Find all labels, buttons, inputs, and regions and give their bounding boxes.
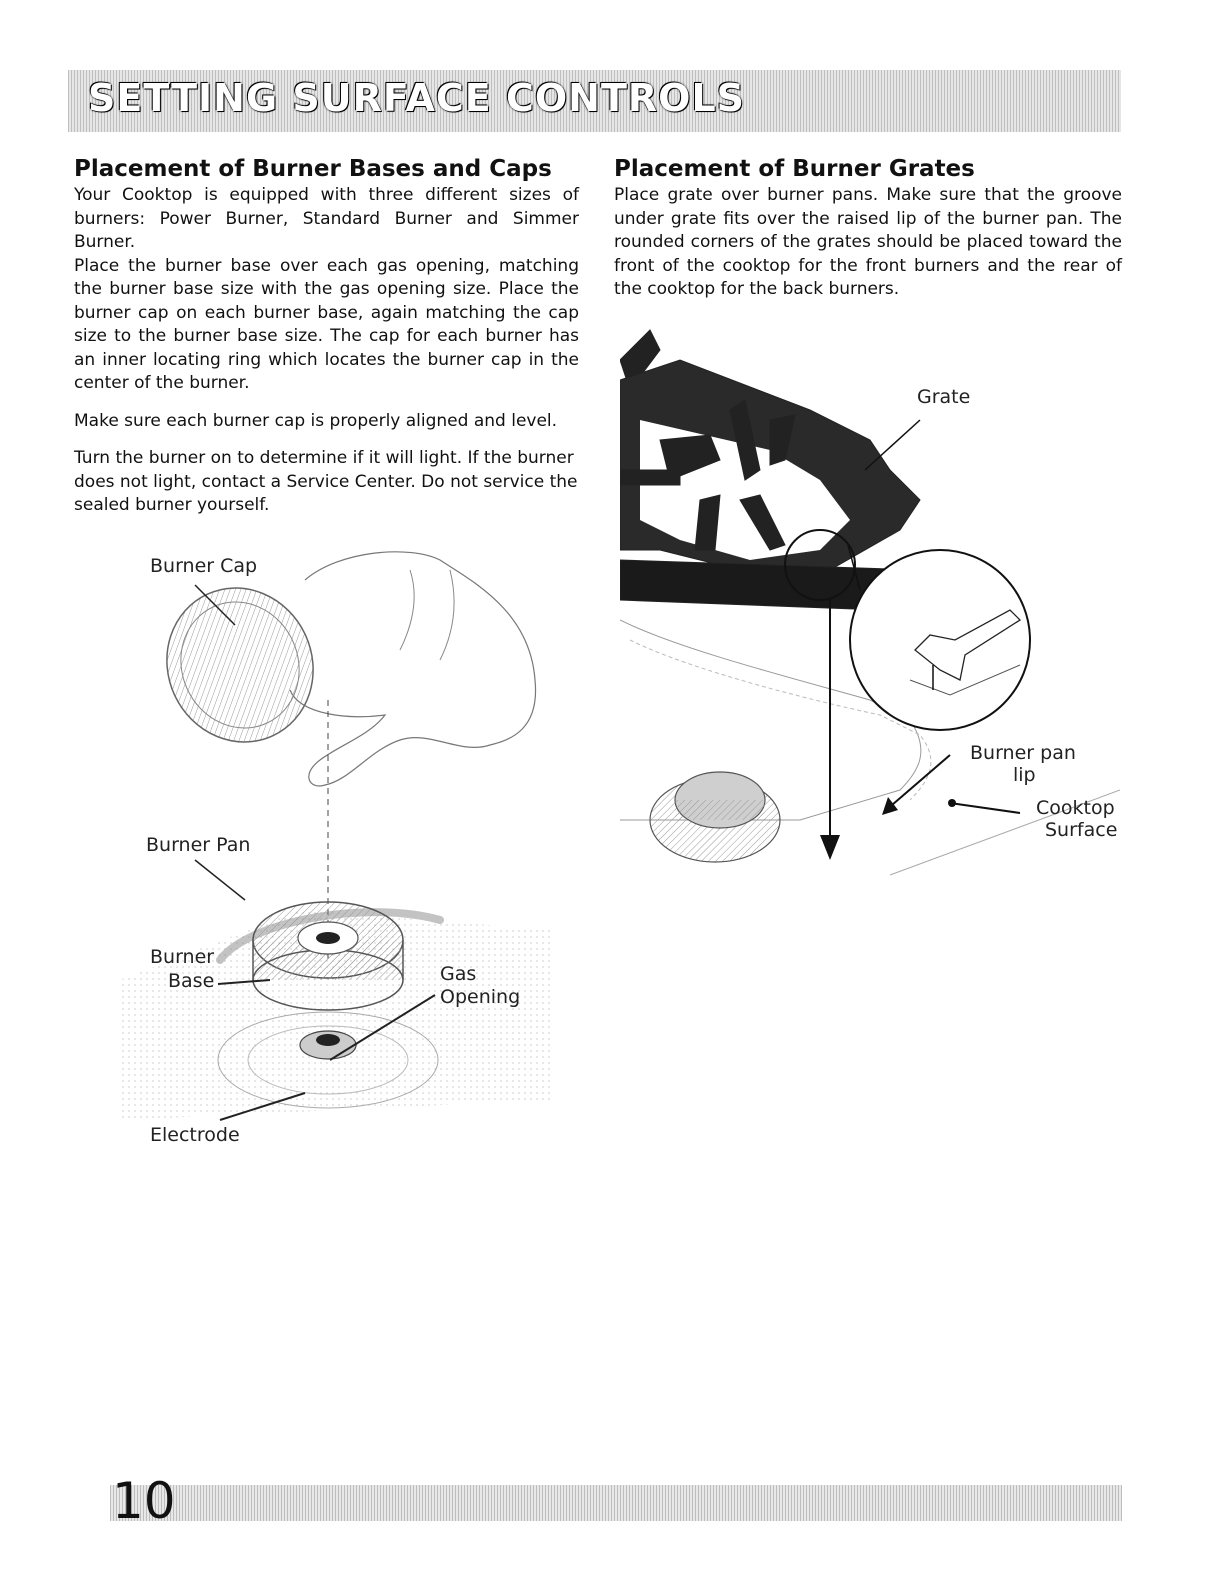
paragraph-grate-placement: Place grate over burner pans. Make sure that the groove under grate fits over the raised lip of the burner pan. The rounded corners of the grates should be placed toward the front of the cooktop for the front burners and the rear of the cooktop for the back burners.: [614, 185, 1122, 299]
footer-bar: [110, 1485, 1122, 1521]
grate-illustration: [620, 320, 1120, 880]
paragraph-burner-sizes: Your Cooktop is equipped with three different sizes of burners: Power Burner, Standard Burner and Simmer Burner.: [74, 185, 579, 252]
label-cooktop-line1: Cooktop: [1036, 797, 1115, 819]
page-number: 10: [112, 1472, 176, 1530]
label-burner-cap: Burner Cap: [150, 555, 258, 577]
label-burner-base-line1: Burner: [150, 946, 215, 968]
section-banner: [68, 70, 1121, 132]
section-title: SETTING SURFACE CONTROLS: [88, 76, 746, 120]
label-cooktop-line2: Surface: [1045, 819, 1118, 841]
paragraph-placement: Place the burner base over each gas opening, matching the burner base size with the gas opening size. Place the burner cap on each burner base, again matching the cap size to the burner base size. The cap for each burner has an inner locating ring which locates the burner cap in the center of the burner.: [74, 255, 579, 393]
label-burner-base-line2: Base: [168, 970, 215, 992]
label-burner-pan-lip-line1: Burner pan: [970, 742, 1076, 764]
grate-drawing: [620, 320, 1120, 880]
label-gas-line1: Gas: [440, 963, 477, 985]
paragraph-light-test: Turn the burner on to determine if it will light. If the burner does not light, contact a Service Center. Do not service the sealed burner yourself.: [74, 448, 578, 515]
left-column: [74, 156, 579, 518]
label-burner-pan: Burner Pan: [146, 834, 251, 856]
label-gas-line2: Opening: [440, 986, 521, 1008]
heading-burner-grates: Placement of Burner Grates: [614, 156, 975, 182]
label-grate: Grate: [917, 386, 971, 408]
label-burner-pan-lip-line2: lip: [1013, 764, 1036, 786]
heading-burner-bases-caps: Placement of Burner Bases and Caps: [74, 156, 552, 182]
label-electrode: Electrode: [150, 1124, 240, 1146]
paragraph-alignment: Make sure each burner cap is properly aligned and level.: [74, 410, 558, 431]
right-column: [614, 156, 1122, 302]
